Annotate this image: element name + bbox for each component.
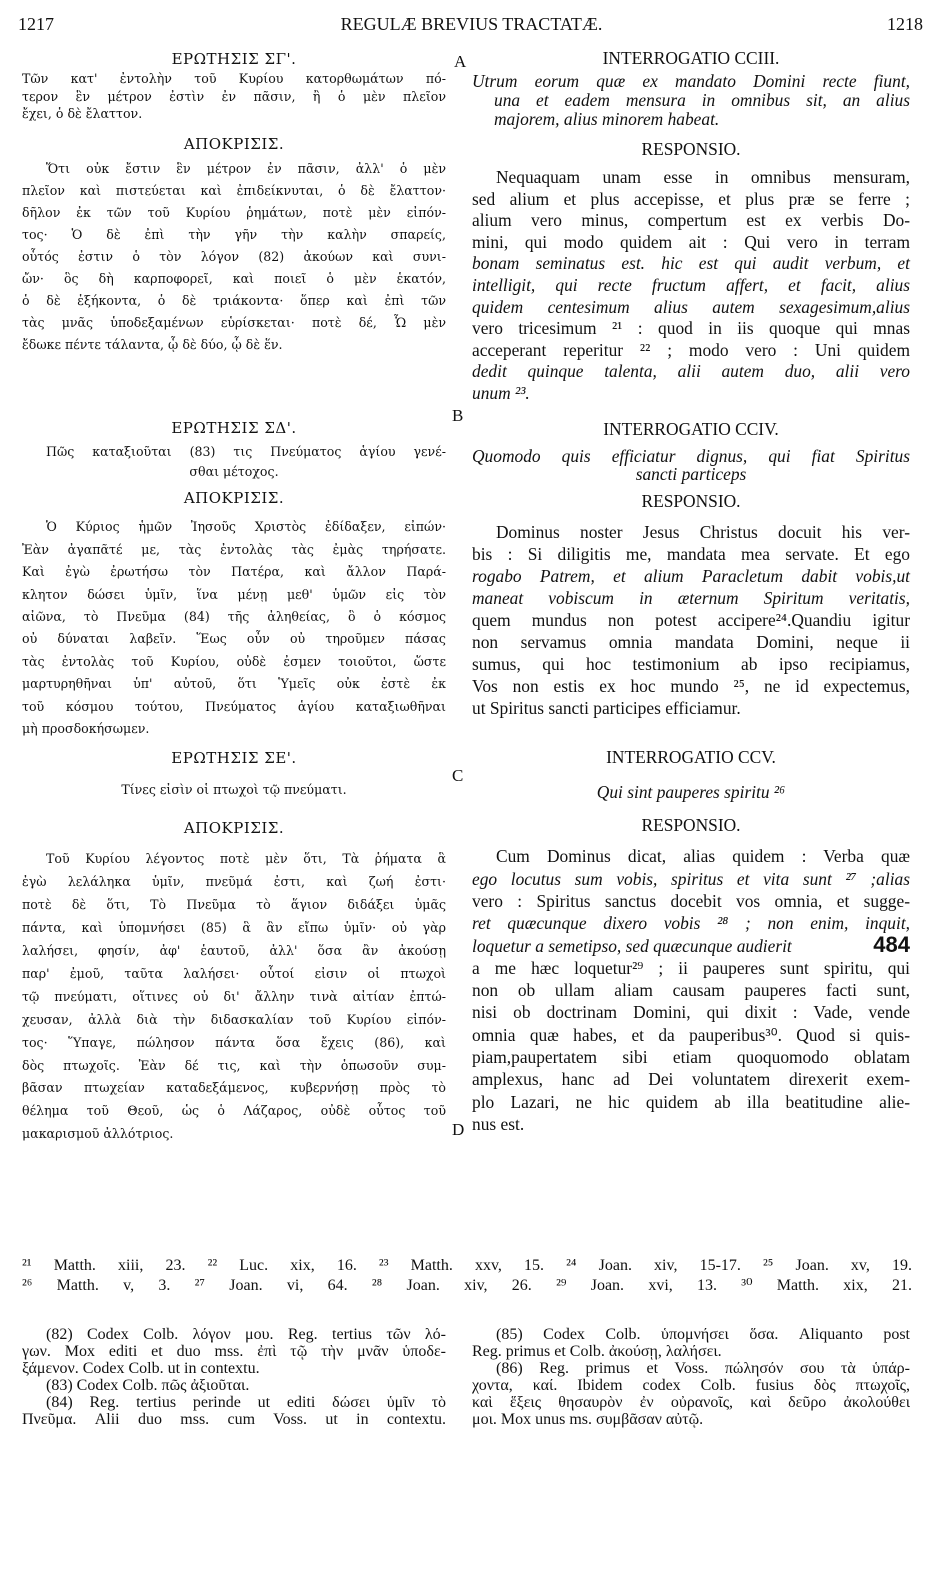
editorial-notes-right [472,1326,910,1428]
footnote-line: ²⁶ Matth. v, 3. ²⁷ Joan. vi, 64. ²⁸ Joan. xiv, 26. ²⁹ Joan. xvi, 13. ³⁰ Matth. xix, 21. [22,1277,912,1294]
greek-question-204-heading: ΕΡΩΤΗΣΙΣ ΣΔ'. [171,419,297,438]
margin-mark-a: A [454,52,467,71]
note-line: Reg. primus et Colb. ἀκούσῃ, λαλήσει. [472,1343,722,1360]
left-page-number: 1217 [18,14,54,34]
latin-answer-204-heading: RESPONSIO. [641,490,741,511]
greek-question-205-heading: ΕΡΩΤΗΣΙΣ ΣΕ'. [171,749,297,768]
note-line: (82) Codex Colb. λόγον μου. Reg. tertius τῶν λό- [46,1326,446,1343]
note-line: καὶ ἕξεις θησαυρὸν ἐν οὐρανοῖς, καὶ δεῦρο ἀκολούθει [472,1394,910,1411]
editorial-notes-left [22,1326,446,1428]
latin-answer-203-heading: RESPONSIO. [641,139,741,159]
note-line: Πνεῦμα. Alii duo mss. cum Voss. ut in contextu. [22,1411,446,1428]
margin-mark-b: B [452,406,464,425]
latin-question-203-heading: INTERROGATIO CCIII. [602,48,780,68]
greek-question-204: Πῶς καταξιοῦται (83) τις Πνεύματος ἁγίου γενέ- σθαι μέτοχος. [46,444,446,480]
latin-question-205-heading: INTERROGATIO CCV. [606,747,776,768]
greek-answer-205: Τοῦ Κυρίου λέγοντος ποτὲ μὲν ὅτι, Τὰ ῥήματα ἃ ἐγὼ λελάληκα ὑμῖν, πνεῦμά ἐστι, καὶ ζωή ἐστι· ποτὲ δὲ ὅτι, Τὸ Πνεῦμα τὸ ἅγιον διδάξει ὑμᾶς πάντα, καὶ ὑπομνήσει (85) ἃ ἂν εἴπω ὑμῖν· οὐ γὰρ λαλήσει, φησίν, ἀφ' ἑαυτοῦ, ἀλλ' ὅσα ἂν ἀκούσῃ παρ' ἐμοῦ, ταῦτα λαλήσει· οὗτοί εἰσιν οἱ πτωχοὶ τῷ πνεύματι, οἵτινες οὐ δι' ἄλλην τινὰ αἰτίαν ἐπτώ- χευσαν, ἀλλὰ διὰ τὴν διδασκαλίαν τοῦ Κυρίου εἰπόν- τος· Ὕπαγε, πώλησον πάντα ὅσα ἔχεις (86), καὶ δὸς πτωχοῖς. Ἐὰν δέ τις, καὶ τὴν ὁπωσοῦν συμ- βᾶσαν πτωχείαν καταδεξάμενος, κυβερνήσῃ πρὸς τὸ θέλημα τοῦ Θεοῦ, ὡς ὁ Λάζαρος, οὐδὲ οὗτος τοῦ μακαρισμοῦ ἀλλότριος. [22,851,446,1142]
right-page-number: 1218 [887,14,923,34]
latin-question-205: Qui sint pauperes spiritu ²⁶ [596,782,786,803]
note-line: ξάμενον. Codex Colb. ut in contextu. [22,1360,260,1377]
latin-answer-205: Cum Dominus dicat, alias quidem : Verba quæ ego locutus sum vobis, spiritus et vita sunt ²⁷ ;alias vero : Spiritus sanctus docebit vos omnia, et sugge- ret quæcunque dixero vobis ²⁸ ; non enim, inquit, loquetur a semetipso, sed quæcunque audierit 484 a me hæc loquetur²⁹ ; ii pauperes sunt spiritu, qui non ob ullam aliam causam pauperes facti sunt, nisi ob doctrinam Domini, qui dixit : Vade, vende omnia quæ habes, et da pauperibus³⁰. Quod si quis- piam,paupertatem sibi etiam quoquomodo oblatam amplexus, hanc ad Dei voluntatem direxerit exem- plo Lazari, ne hic quidem ab illa beatitudine alie- nus est. [472,846,910,1134]
greek-answer-203: Ὅτι οὐκ ἔστιν ἓν μέτρον ἐν πᾶσιν, ἀλλ' ὁ μὲν πλεῖον καὶ πιστεύεται καὶ ἐπιδείκνυται, ὁ δὲ ἔλαττον· δῆλον ἐκ τῶν τοῦ Κυρίου ῥημάτων, ποτὲ μὲν εἰπόν- τος· Ὁ δὲ ἐπὶ τὴν γῆν τὴν καλὴν σπαρείς, οὗτός ἐστιν ὁ τὸν λόγον (82) ἀκούων καὶ συνι- ὤν· ὃς δὴ καρποφορεῖ, καὶ ποιεῖ ὁ μὲν ἑκατόν, ὁ δὲ ἑξήκοντα, ὁ δὲ τριάκοντα· ὅπερ καὶ ἐπὶ τῶν τὰς μνᾶς ὑποδεξαμένων εὑρίσκεται· ποτὲ δέ, Ὧ μὲν ἔδωκε πέντε τάλαντα, ᾧ δὲ δύο, ᾧ δὲ ἕν. [22,160,446,353]
margin-mark-c: C [452,766,464,785]
latin-answer-204: Dominus noster Jesus Christus docuit his ver- bis : Si diligitis me, mandata mea servate. Et ego rogabo Patrem, et alium Paracletum dabit vobis,ut maneat vobiscum in æternum Spiritum veritatis, quem mundus non potest accipere²⁴.Quandiu igitur non servamus omnia mandata Domini, neque ii sumus, qui hoc testimonium ab ipso recipiamus, Vos non estis ex hoc mundo ²⁵, ne id expectemus, ut Spiritus sancti participes efficiamur. [472,521,910,719]
greek-answer-204-heading: ΑΠΟΚΡΙΣΙΣ. [183,489,285,508]
greek-answer-204: Ὁ Κύριος ἡμῶν Ἰησοῦς Χριστὸς ἐδίδαξεν, εἰπών· Ἐὰν ἀγαπᾶτέ με, τὰς ἐντολὰς τὰς ἐμὰς τηρήσατε. Καὶ ἐγὼ ἐρωτήσω τὸν Πατέρα, καὶ ἄλλον Παρά- κλητον δώσει ὑμῖν, ἵνα μένῃ μεθ' ὑμῶν εἰς τὸν αἰῶνα, τὸ Πνεῦμα (84) τῆς ἀληθείας, ὃ ὁ κόσμος οὐ δύναται λαβεῖν. Ἕως οὖν οὐ τηροῦμεν πάσας τὰς ἐντολὰς τοῦ Κυρίου, οὐδὲ ἐσμεν τοιοῦτοι, ὥστε μαρτυρηθῆναι ὑπ' αὐτοῦ, ὅτι Ὑμεῖς οὐκ ἐστὲ ἐκ τοῦ κόσμου τούτου, Πνεύματος ἁγίου καταξιωθῆναι μὴ προσδοκήσωμεν. [22,519,446,736]
note-line: (86) Reg. primus et Voss. πώλησόν σου τὰ ὑπάρ- [496,1360,910,1377]
latin-question-204: Quomodo quis efficiatur dignus, qui fiat Spiritus sancti particeps [472,445,910,484]
latin-question-204-heading: INTERROGATIO CCIV. [603,418,779,439]
note-line: χοντα, καί. Ibidem codex Colb. fusius δὸς πτωχοῖς, [472,1377,910,1394]
greek-answer-203-heading: ΑΠΟΚΡΙΣΙΣ. [183,134,285,153]
latin-column [472,46,910,1135]
greek-answer-205-heading: ΑΠΟΚΡΙΣΙΣ. [183,819,285,838]
greek-question-205: Τίνες εἰσὶν οἱ πτωχοὶ τῷ πνεύματι. [121,782,347,798]
scripture-footnotes [22,1256,912,1296]
greek-column [22,46,446,1146]
note-line: γων. Mox editi et duo mss. ἐπὶ τῷ τὴν μνᾶν ὑποδε- [22,1343,446,1360]
greek-question-203: Τῶν κατ' ἐντολὴν τοῦ Κυρίου κατορθωμάτων πό- τερον ἓν μέτρον ἐστὶν ἐν πᾶσιν, ἢ ὁ μὲν πλεῖον ἔχει, ὁ δὲ ἔλαττον. [22,71,446,121]
margin-mark-d: D [452,1120,465,1139]
note-line: μοι. Mox unus ms. συμβᾶσαν αὐτῷ. [472,1411,704,1428]
latin-answer-205-line-5: loquetur a semetipso, sed quæcunque audierit [472,935,792,956]
note-line: (84) Reg. tertius perinde ut editi δώσει ὑμῖν τὸ [46,1394,446,1411]
running-title: REGULÆ BREVIUS TRACTATÆ. [340,14,603,34]
latin-answer-203: Nequaquam unam esse in omnibus mensuram, sed alium et plus accepisse, et plus præ se ferre ; alium vero minus, compertum est ex verbis Do- mini, qui modo quidem ait : Qui vero in terram bonam seminatus est. hic est qui audit verbum, et intelligit, qui recte fructum affert, et facit, alius quidem centesimum alius autem sexagesimum,alius vero tricesimum ²¹ : quod in iis quoque qui mnas acceperant reperitur ²² ; modo vero : Uni quidem dedit quinque talenta, alii autem duo, alii vero unum ²³. [472,167,910,403]
note-line: (85) Codex Colb. ὑπομνήσει ὅσα. Aliquanto post [496,1326,910,1343]
note-line: (83) Codex Colb. πῶς ἀξιοῦται. [46,1377,250,1394]
latin-question-203: Utrum eorum quæ ex mandato Domini recte fiunt, una et eadem mensura in omnibus sit, an alius majorem, alius minorem habeat. [472,71,910,129]
footnote-line: ²¹ Matth. xiii, 23. ²² Luc. xix, 16. ²³ Matth. xxv, 15. ²⁴ Joan. xiv, 15-17. ²⁵ Joan. xv, 19. [22,1257,912,1274]
greek-question-203-heading: ΕΡΩΤΗΣΙΣ ΣΓ'. [171,50,297,68]
latin-answer-205-heading: RESPONSIO. [641,815,741,836]
column-number: 484 [873,931,910,957]
